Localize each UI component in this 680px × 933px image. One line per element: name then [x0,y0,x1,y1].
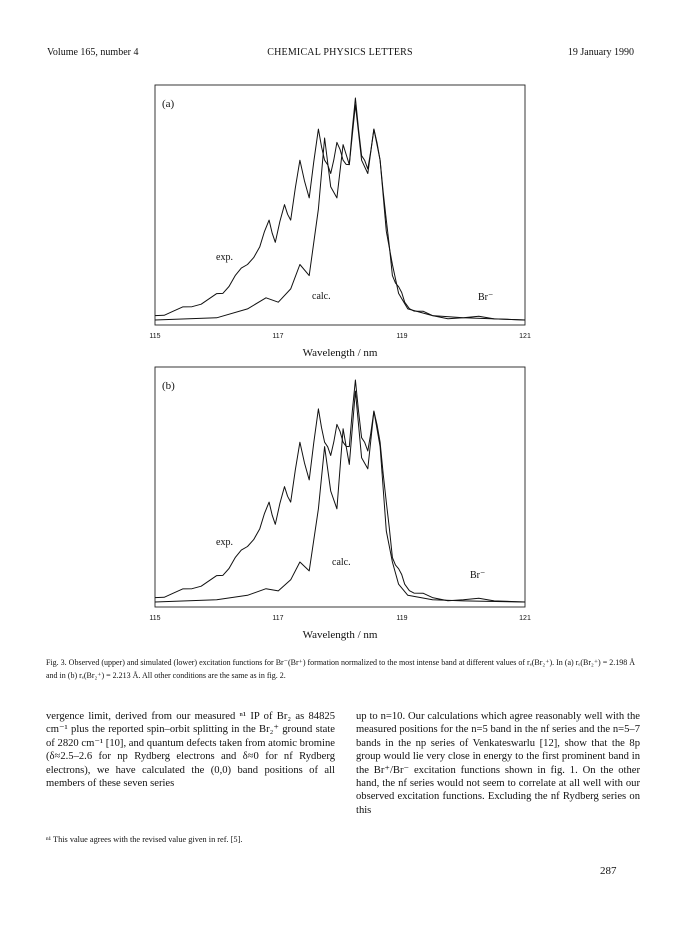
calc-series-line [155,105,525,320]
body-paragraph: up to n=10. Our calculations which agree reasonably well with the measured positions for the n=5 band in the nf series and the n=5–7 bands in the np series of Venkateswarlu [12], show that the 8p group would lie very close in energy to the first prominent band in the Br⁺/Br⁻ excitation functions shown in fig. 1. On the other hand, the nf series would not seem to correlate at all well with our observed excitation functions. Excluding the nf Rydberg series on this [356,711,640,816]
x-tick-label: 117 [272,615,284,622]
spectrum-curves [155,380,525,602]
figure-caption: Fig. 3. Observed (upper) and simulated (lower) excitation functions for Br⁻(Br⁺) formation normalized to the most intense band at different values of rₑ(Br₂⁺). In (a) rₑ(Br₂⁺) = 2.198 Å and in (b) rₑ(Br₂⁺) = 2.213 Å. All other conditions are the same as in fig. 2. [46,658,635,680]
x-tick-label: 115 [149,333,161,340]
calc-curve-label: calc. [312,291,331,302]
species-label: Br⁻ [478,292,494,303]
x-axis-label: Wavelength / nm [302,347,378,359]
exp-curve-label: exp. [216,252,233,263]
plot-frame [155,85,525,325]
figure-panel-b [140,362,540,647]
x-tick-label: 119 [396,333,408,340]
figure-panel-a [140,80,540,365]
x-tick-label: 121 [519,333,531,340]
panel-label: (a) [162,98,175,110]
calc-curve-label: calc. [332,557,351,568]
x-tick-label: 121 [519,615,531,622]
running-header-date: 19 January 1990 [567,47,634,58]
running-header-volume: Volume 165, number 4 [47,47,139,58]
footnote: ⁿ¹ This value agrees with the revised value given in ref. [5]. [46,835,243,844]
spectrum-curves [155,98,525,320]
exp-curve-label: exp. [216,537,233,548]
body-paragraph: vergence limit, derived from our measured ⁿ¹ IP of Br₂ as 84825 cm⁻¹ plus the reported spin–orbit splitting in the Br₂⁺ ground state of 2820 cm⁻¹ [10], and quantum defects taken from atomic bromine (δ≈2.5–2.6 for np Rydberg electrons and δ≈0 for nf Rydberg electrons), we have calculated the (0,0) band positions of all members of these seven series [46,711,335,790]
x-tick-label: 117 [272,333,284,340]
x-axis [149,615,531,622]
x-tick-label: 119 [396,615,408,622]
x-axis [149,333,531,340]
running-header-journal: CHEMICAL PHYSICS LETTERS [267,47,413,58]
x-axis-label: Wavelength / nm [302,629,378,641]
species-label: Br⁻ [470,570,486,581]
body-column-right [356,710,640,817]
panel-label: (b) [162,380,175,392]
exp-series-line [155,98,525,320]
x-tick-label: 115 [149,615,161,622]
exp-series-line [155,380,525,602]
body-column-left [46,710,335,790]
page-number: 287 [600,865,617,877]
